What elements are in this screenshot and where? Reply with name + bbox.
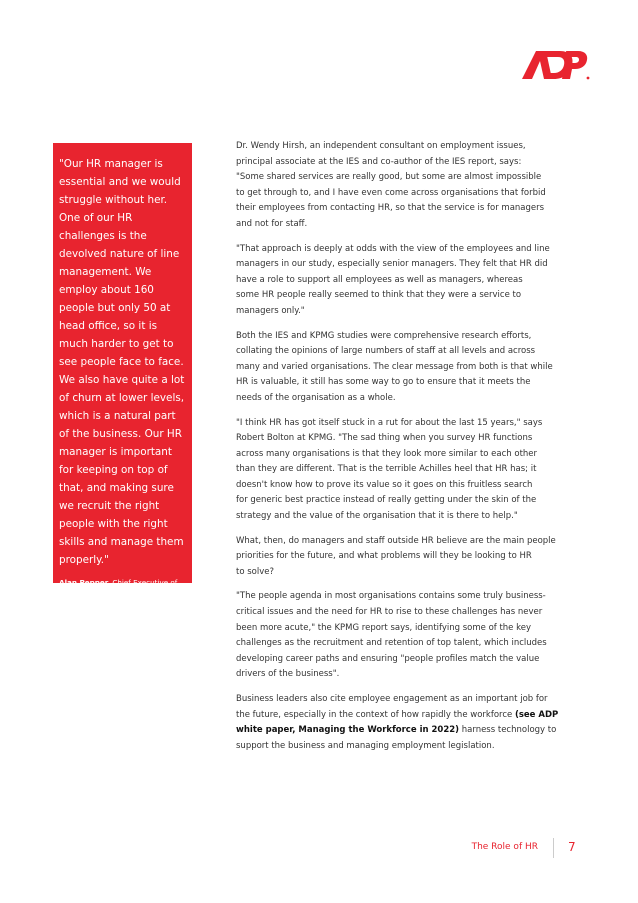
engagement-text-end: harness technology to support the business and managing employment legislation. [236,725,557,751]
paragraph-priorities-question: What, then, do managers and staff outside HR believe are the main people priorities for the future, and what problems will they be looking to HR to solve? [236,535,556,577]
paragraph-engagement [236,692,596,754]
page-number: 7 [568,840,576,854]
sidebar-quote-text: "Our HR manager is essential and we would struggle without her. One of our HR challenges is the devolved nature of line management. We employ about 160 people but only 50 at head office, so it is much harder to get to see people face to face. We also have quite a lot of churn at lower levels, which is a natural part of the business. Our HR manager is important for keeping on top of that, and making sure we recruit the right people with the right skills and manage them properly." [59,158,185,566]
paragraph-hirsh-quote: Dr. Wendy Hirsh, an independent consultant on employment issues, principal associate at the IES and co-author of the IES report, says: "Some shared services are really good, but some are almost impossible to get through to, and I have even come across organisations that forbid their employees from contacting HR, so that the service is for managers and not for staff. [236,141,546,229]
adp-logo [516,47,590,81]
main-body-text [236,139,596,763]
engagement-text-start: Business leaders also cite employee engagement as an important job for the future, especially in the context of how rapidly the workforce [236,694,548,720]
footer-section-title: The Role of HR [471,842,538,852]
paragraph-people-agenda: "The people agenda in most organisations contains some truly business- critical issues and the need for HR to rise to these challenges has never been more acute," the KPMG report says, identifying some of the key challenges as the recruitment and retention of top talent, which includes developing career paths and ensuring "people profiles match the value drivers of the business". [236,591,547,680]
footer-divider [553,838,554,858]
sidebar-quote-box [53,143,192,611]
quote-attribution [59,577,186,613]
white-paper-reference: (see ADP white paper, Managing the Workforce in 2022) [236,709,559,736]
paragraph-bolton-quote: "I think HR has got itself stuck in a rut for about the last 15 years," says Robert Bolton at KPMG. "The sad thing when you survey HR functions across many organisations is that they look more similar to each other than they are different. That is the terrible Achilles heel that HR has; it doesn't know how to prove its value so it goes on this fruitless search for generic best practice instead of really getting under the skin of the strategy and the value of the organisation that it is there to help." [236,417,543,522]
quote-author: Alan Pepper, [59,578,111,587]
paragraph-studies: Both the IES and KPMG studies were comprehensive research efforts, collating the opinions of large numbers of staff at all levels and across many and varied organisations. The clear message from both is that while HR is valuable, it still has some way to go to ensure that it meets the needs of the organisation as a whole. [236,330,553,403]
paragraph-approach: "That approach is deeply at odds with the view of the employees and line managers in our study, especially senior managers. They felt that HR did have a role to support all employees as well as managers, whereas some HR people really seemed to think that they were a service to managers only." [236,243,550,316]
quote-author-role: Chief Executive of Avanta, a business centre group with about 160 staff [59,578,178,611]
page-footer [0,838,638,862]
